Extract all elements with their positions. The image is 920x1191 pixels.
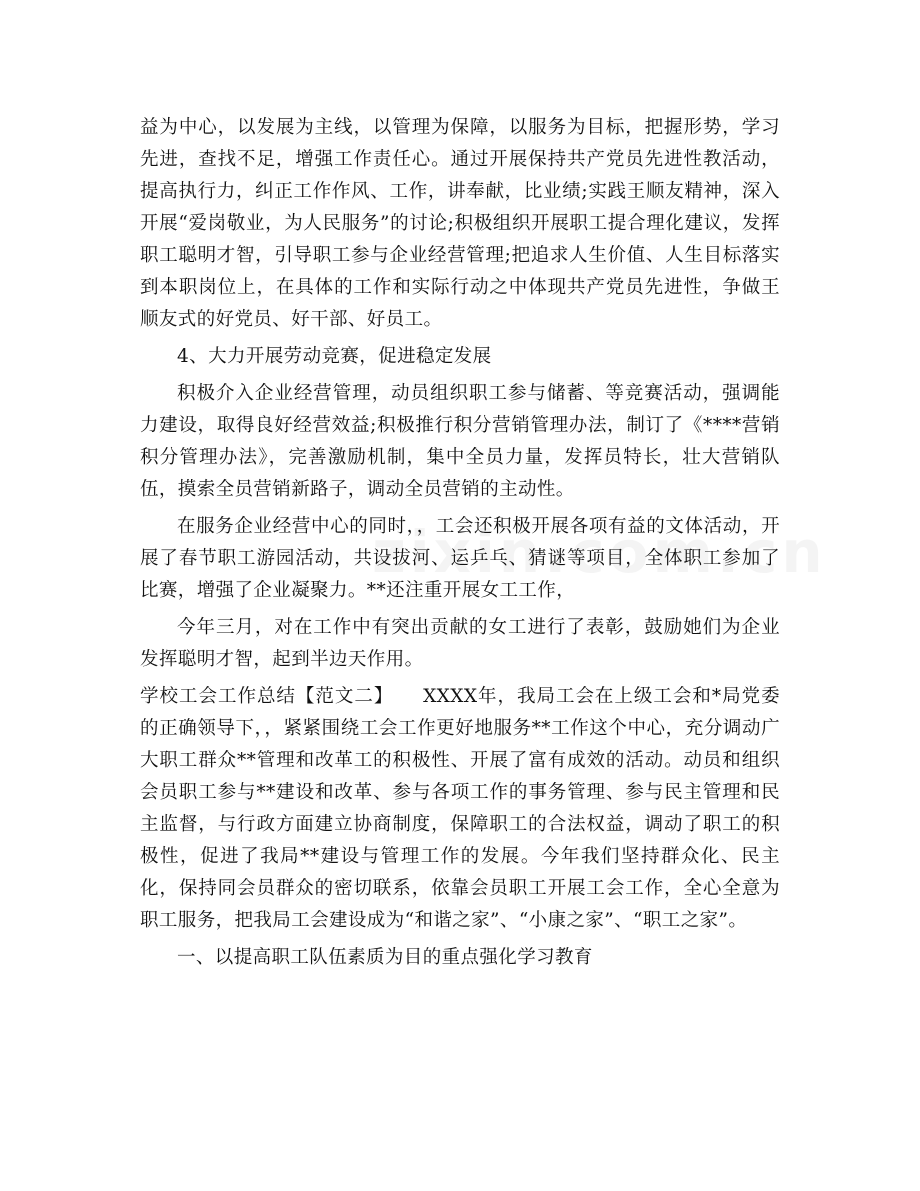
- paragraph-1: 益为中心，以发展为主线，以管理为保障，以服务为目标，把握形势，学习先进，查找不足，增强工作责任心。通过开展保持共产党员先进性教活动，提高执行力，纠正工作作风、工作，讲奉献，比业绩;实践王顺友精神，深入开展“爱岗敬业，为人民服务”的讨论;积极组织开展职工提合理化建议，发挥职工聪明才智，引导职工参与企业经营管理;把追求人生价值、人生目标落实到本职岗位上，在具体的工作和实际行动之中体现共产党员先进性，争做王顺友式的好党员、好干部、好员工。: [140, 117, 780, 330]
- paragraph-3: 积极介入企业经营管理，动员组织职工参与储蓄、等竞赛活动，强调能力建设，取得良好经营效益;积极推行积分营销管理办法，制订了《****营销积分管理办法》，完善激励机制，集中全员力量，发挥员特长，壮大营销队伍，摸索全员营销新路子，调动全员营销的主动性。: [140, 383, 780, 500]
- document-body: [140, 112, 780, 974]
- paragraph-4: 在服务企业经营中心的同时，，工会还积极开展各项有益的文体活动，开展了春节职工游园活动，共设拔河、运乒乓、猜谜等项目，全体职工参加了比赛，增强了企业凝聚力。**还注重开展女工工作，: [140, 516, 780, 601]
- paragraph-6: 学校工会工作总结【范文二】 XXXX年，我局工会在上级工会和*局党委的正确领导下，，紧紧围绕工会工作更好地服务**工作这个中心，充分调动广大职工群众**管理和改革工的积极性、开展了富有成效的活动。动员和组织会员职工参与**建设和改革、参与各项工作的事务管理、参与民主管理和民主监督，与行政方面建立协商制度，保障职工的合法权益，调动了职工的积极性，促进了我局**建设与管理工作的发展。今年我们坚持群众化、民主化，保持同会员群众的密切联系，依靠会员职工开展工会工作，全心全意为职工服务，把我局工会建设成为“和谐之家”、“小康之家”、“职工之家”。: [140, 686, 780, 931]
- paragraph-7-heading: 一、以提高职工队伍素质为目的重点强化学习教育: [177, 947, 593, 968]
- paragraph-2-heading: 4、大力开展劳动竞赛，促进稳定发展: [177, 346, 492, 367]
- paragraph-5: 今年三月，对在工作中有突出贡献的女工进行了表彰，鼓励她们为企业发挥聪明才智，起到半边天作用。: [140, 617, 780, 670]
